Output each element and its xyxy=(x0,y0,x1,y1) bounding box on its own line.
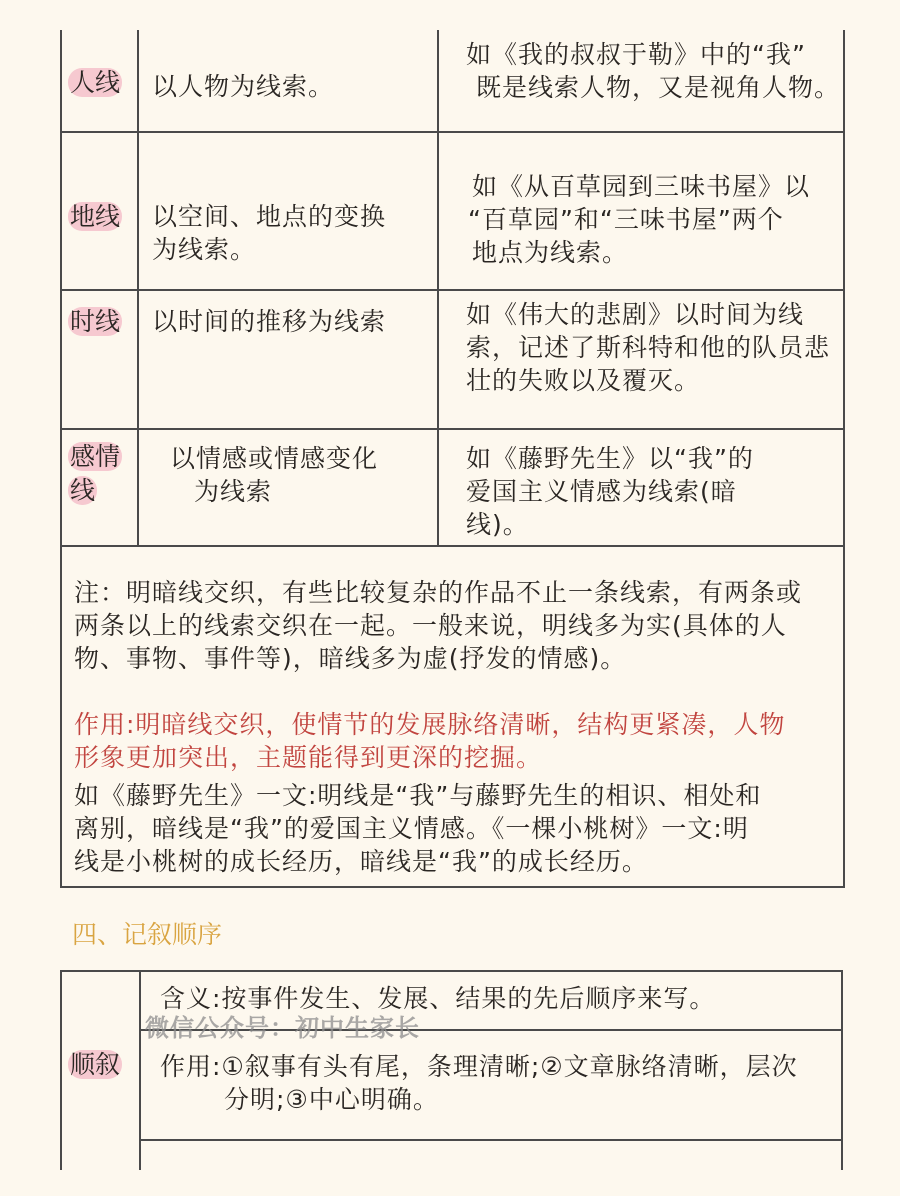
note-line: 物、事物、事件等)，暗线多为虚(抒发的情感)。 xyxy=(74,644,627,673)
table2-meaning: 含义:按事件发生、发展、结果的先后顺序来写。 xyxy=(160,984,716,1013)
example-block xyxy=(74,779,840,878)
example-line: 爱国主义情感为线索(暗 xyxy=(466,477,737,506)
example-line: “百草园”和“三味书屋”两个 xyxy=(468,205,784,234)
example-line: 如《从百草园到三味书屋》以 xyxy=(472,172,811,201)
example-line: 索，记述了斯科特和他的队员悲 xyxy=(466,333,831,362)
row-type-label: 顺叙 xyxy=(70,1050,121,1079)
definition-line: 为线索。 xyxy=(152,235,257,264)
function-line: 分明;③中心明确。 xyxy=(224,1085,439,1114)
table1-row-divider-2 xyxy=(60,289,845,291)
row-type-label: 感情 xyxy=(70,442,121,471)
row-example xyxy=(466,298,830,397)
row-example xyxy=(466,38,840,104)
note-block xyxy=(74,576,840,675)
example-line: 线是小桃树的成长经历，暗线是“我”的成长经历。 xyxy=(74,847,648,876)
definition-line: 以情感或情感变化 xyxy=(170,444,379,473)
note-line: 两条以上的线索交织在一起。一般来说，明线多为实(具体的人 xyxy=(74,611,787,640)
example-line: 既是线索人物，又是视角人物。 xyxy=(476,73,841,102)
example-line: 如《伟大的悲剧》以时间为线 xyxy=(466,300,805,329)
row-type-place-line xyxy=(68,200,122,234)
example-line: 如《藤野先生》以“我”的 xyxy=(466,444,754,473)
row-definition xyxy=(170,442,378,508)
table2-row-divider-2 xyxy=(139,1139,843,1141)
row-definition: 以时间的推移为线索 xyxy=(152,307,387,336)
example-line: 壮的失败以及覆灭。 xyxy=(466,366,701,395)
table1-bottom-border xyxy=(60,886,845,888)
watermark: 微信公众号：初中生家长 xyxy=(145,1014,420,1042)
definition-line: 为线索 xyxy=(194,477,273,506)
note-line: 注：明暗线交织，有些比较复杂的作品不止一条线索，有两条或 xyxy=(74,578,803,607)
definition-line: 以空间、地点的变换 xyxy=(152,202,387,231)
row-definition: 以人物为线索。 xyxy=(152,72,335,101)
row-type-person-line xyxy=(68,66,122,100)
table2-type xyxy=(68,1048,122,1082)
row-type-label: 地线 xyxy=(70,202,121,231)
example-line: 地点为线索。 xyxy=(472,238,629,267)
row-example xyxy=(468,170,811,269)
table1-row-divider-3 xyxy=(60,428,845,430)
table1-right-border xyxy=(843,30,845,888)
row-type-time-line xyxy=(68,305,122,339)
row-example xyxy=(466,442,754,541)
row-definition xyxy=(152,200,386,266)
row-type-label: 人线 xyxy=(70,68,121,97)
row-type-label: 线 xyxy=(70,476,96,505)
table2-left-border xyxy=(60,970,62,1170)
table1-row-divider-4 xyxy=(60,545,845,547)
example-line: 如《我的叔叔于勒》中的“我” xyxy=(466,40,806,69)
table2-top-border xyxy=(60,970,843,972)
example-line: 线)。 xyxy=(466,510,529,539)
row-type-label: 时线 xyxy=(70,307,121,336)
function-block xyxy=(74,708,840,774)
function-line: 形象更加突出，主题能得到更深的挖掘。 xyxy=(74,743,543,772)
row-type-emotion-line xyxy=(68,440,122,508)
table1-col2-divider xyxy=(437,30,439,546)
table1-left-border xyxy=(60,30,62,888)
table2-function xyxy=(160,1050,798,1116)
table1-col1-divider xyxy=(137,30,139,546)
example-line: 如《藤野先生》一文:明线是“我”与藤野先生的相识、相处和 xyxy=(74,781,762,810)
function-line: 作用:明暗线交织，使情节的发展脉络清晰，结构更紧凑，人物 xyxy=(74,710,786,739)
function-line: 作用:①叙事有头有尾，条理清晰;②文章脉络清晰，层次 xyxy=(160,1052,798,1081)
example-line: 离别，暗线是“我”的爱国主义情感。《一棵小桃树》一文:明 xyxy=(74,814,749,843)
section-title: 四、记叙顺序 xyxy=(72,920,223,949)
table1-row-divider-1 xyxy=(60,131,845,133)
